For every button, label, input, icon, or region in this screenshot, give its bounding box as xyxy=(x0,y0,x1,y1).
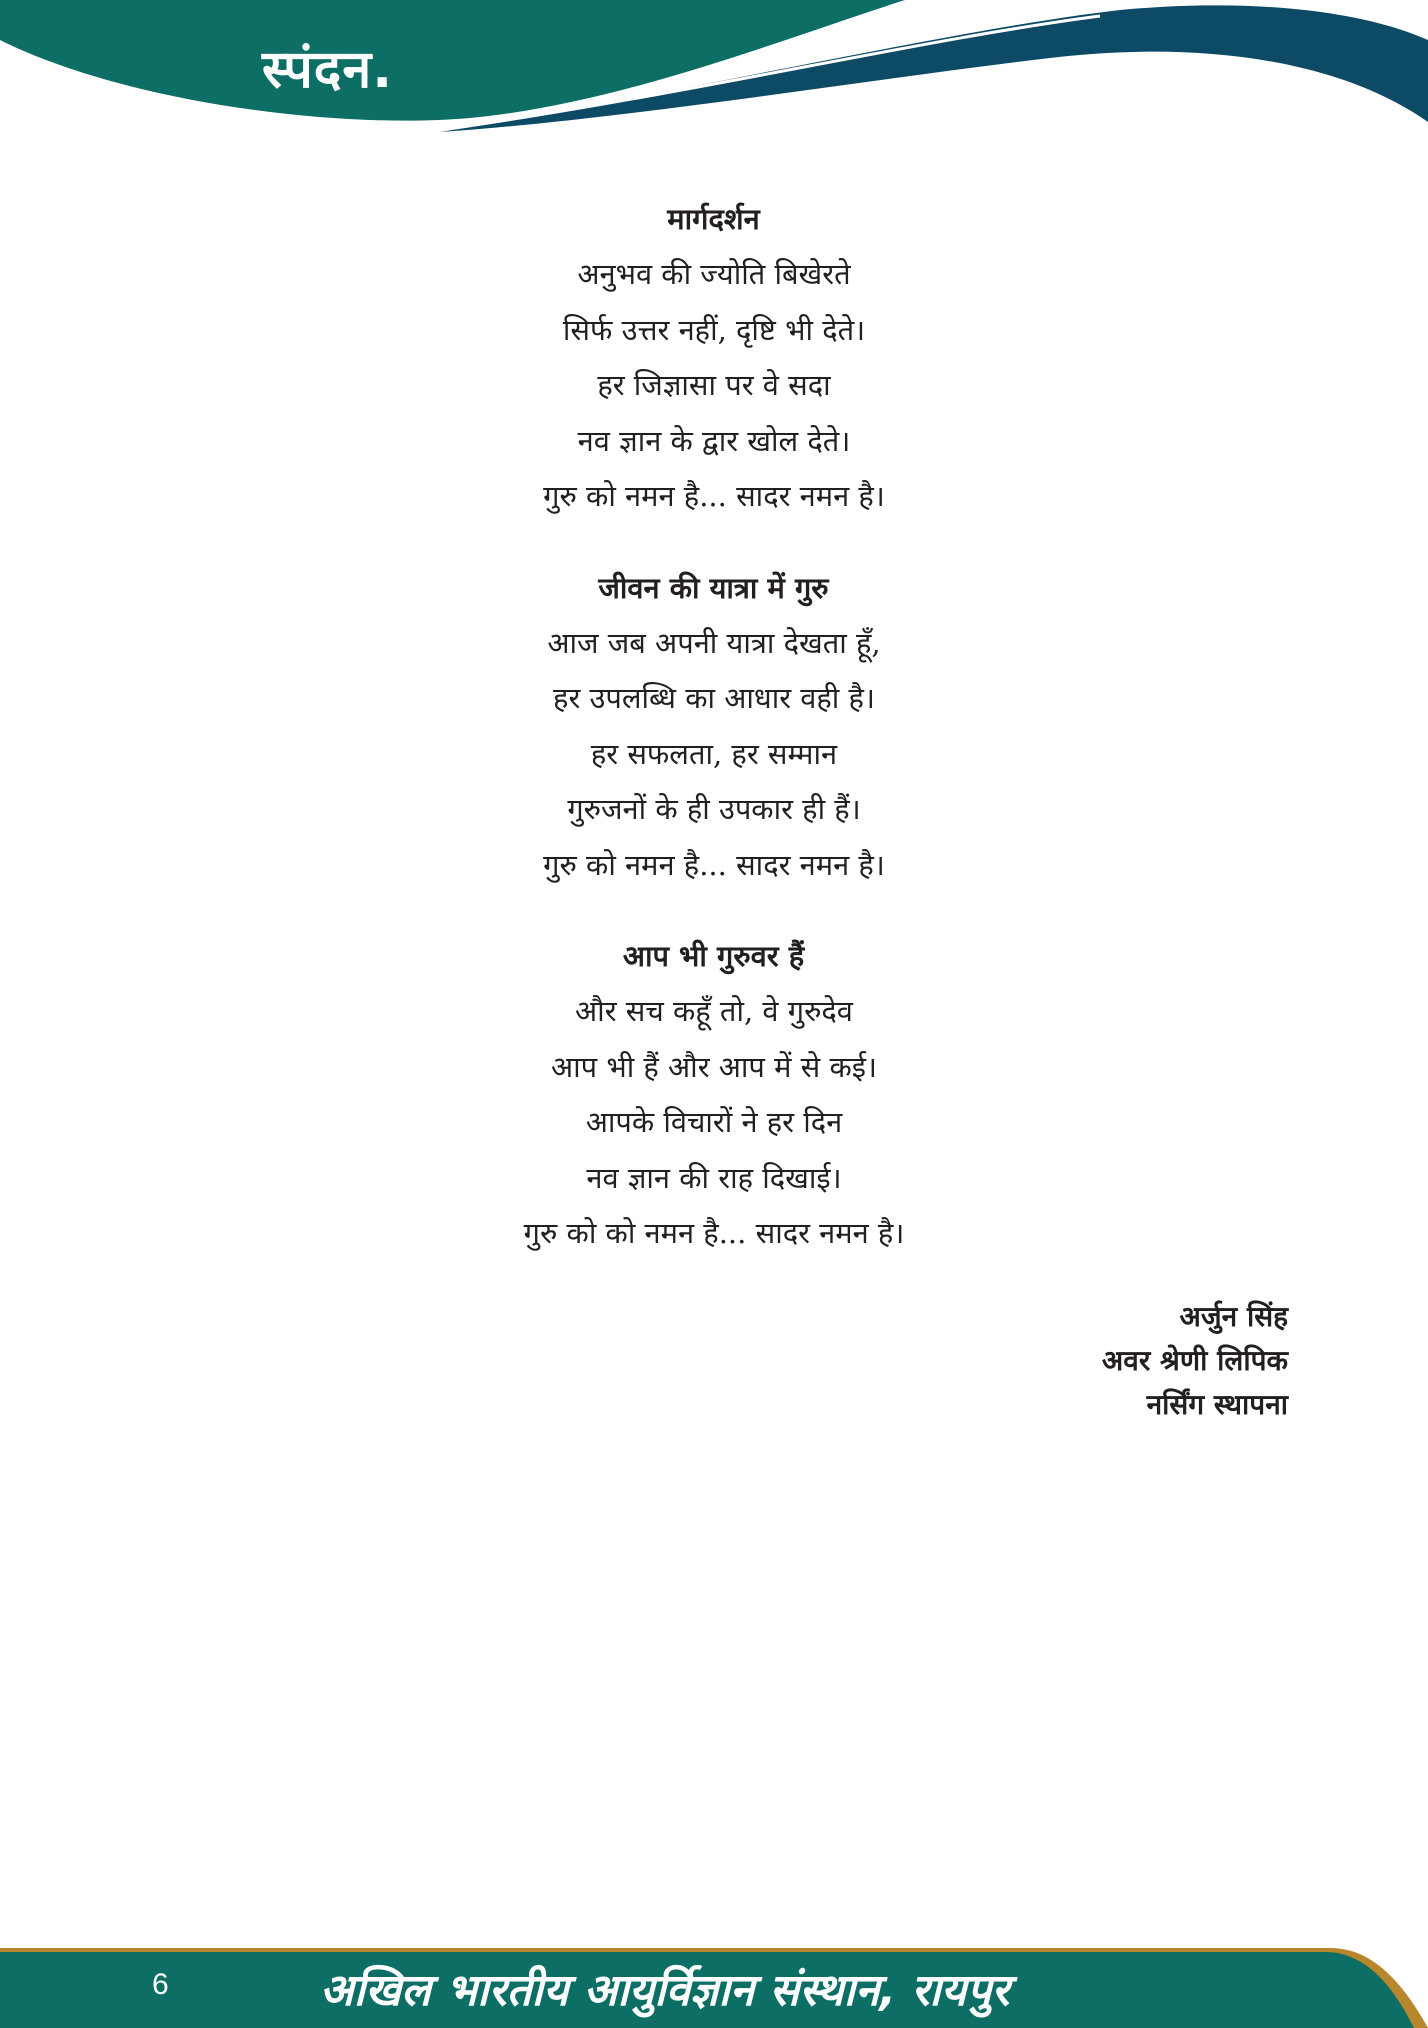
page-header xyxy=(0,0,1428,150)
stanza xyxy=(0,192,1428,525)
poem-line: हर जिज्ञासा पर वे सदा xyxy=(597,368,831,402)
poem-line: हर सफलता, हर सम्मान xyxy=(590,736,838,771)
author-designation: अवर श्रेणी लिपिक xyxy=(1101,1344,1288,1377)
poem-line: आपके विचारों ने हर दिन xyxy=(585,1105,843,1139)
poem-line: नव ज्ञान की राह दिखाई। xyxy=(586,1160,842,1195)
poem-line: गुरु को नमन है... सादर नमन है। xyxy=(543,847,885,882)
stanza-title: आप भी गुरुवर हैं xyxy=(622,939,805,973)
poem-line: आप भी हैं और आप में से कई। xyxy=(550,1049,878,1084)
institute-name: अखिल भारतीय आयुर्विज्ञान संस्थान, रायपुर xyxy=(320,1965,1010,2016)
poem-line: गुरुजनों के ही उपकार ही हैं। xyxy=(567,792,861,826)
magazine-logo: स्पंदन. xyxy=(262,40,393,100)
poem-line: नव ज्ञान के द्वार खोल देते। xyxy=(577,423,851,458)
poem xyxy=(0,192,1428,1298)
poem-line: और सच कहूँ तो, वे गुरुदेव xyxy=(575,994,853,1028)
poem-line: अनुभव की ज्योति बिखेरते xyxy=(577,257,851,291)
stanza xyxy=(0,929,1428,1262)
poem-line: सिर्फ उत्तर नहीं, दृष्टि भी देते। xyxy=(562,312,866,347)
header-swoosh xyxy=(0,0,1428,150)
author-name: अर्जुन सिंह xyxy=(1179,1300,1288,1333)
poem-line: हर उपलब्धि का आधार वही है। xyxy=(553,681,875,715)
stanza-title: जीवन की यात्रा में गुरु xyxy=(598,570,829,605)
page-footer xyxy=(0,1948,1428,2028)
poem-line: गुरु को नमन है... सादर नमन है। xyxy=(543,479,885,513)
page-number: 6 xyxy=(152,1968,169,2001)
author-signature xyxy=(1102,1295,1288,1427)
stanza-title: मार्गदर्शन xyxy=(667,202,760,236)
stanza xyxy=(0,561,1428,894)
poem-line: आज जब अपनी यात्रा देखता हूँ, xyxy=(547,625,881,660)
poem-line: गुरु को को नमन है... सादर नमन है। xyxy=(523,1216,905,1250)
author-department: नर्सिंग स्थापना xyxy=(1146,1388,1288,1421)
